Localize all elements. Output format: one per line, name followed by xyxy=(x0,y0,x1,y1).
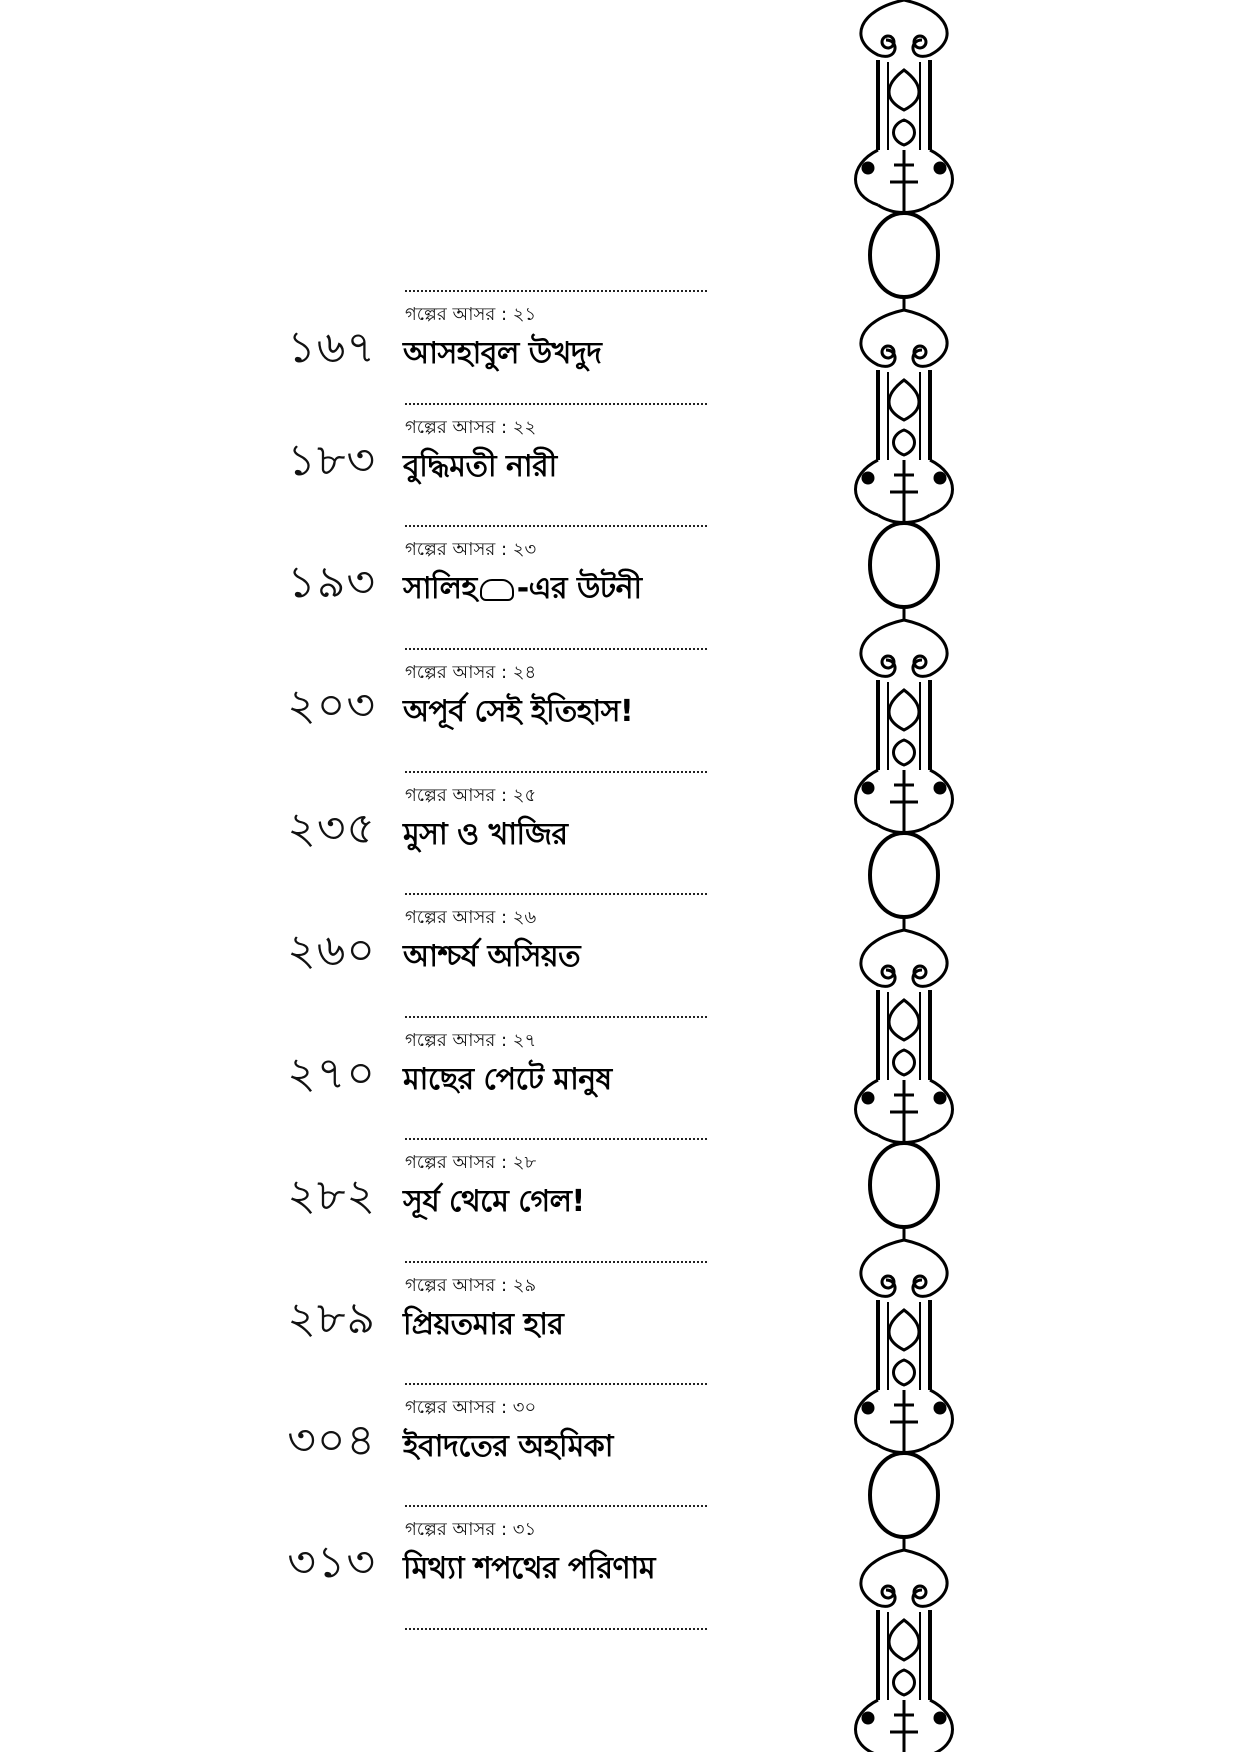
dotted-separator xyxy=(405,1628,707,1630)
entry-title: বুদ্ধিমতী নারী xyxy=(403,449,557,484)
dotted-separator xyxy=(405,1505,707,1507)
entry-title xyxy=(403,567,642,611)
toc-entry-21[interactable] xyxy=(0,300,720,418)
page-number: ১৯৩ xyxy=(287,557,376,608)
entry-subtitle: গল্পের আসর : ২১ xyxy=(405,304,537,325)
page-number: ১৮৩ xyxy=(287,435,376,486)
dotted-separator xyxy=(405,1138,707,1140)
page-number: ২৬০ xyxy=(287,925,376,976)
entry-title: প্রিয়তমার হার xyxy=(403,1307,564,1342)
dotted-separator xyxy=(405,771,707,773)
dotted-separator xyxy=(405,403,707,405)
entry-subtitle: গল্পের আসর : ২৫ xyxy=(405,785,537,806)
dotted-separator xyxy=(405,1383,707,1385)
toc-entry-31[interactable] xyxy=(0,1515,720,1633)
entry-title-part: সালিহ xyxy=(403,571,477,606)
entry-title: ইবাদতের অহমিকা xyxy=(403,1429,613,1464)
dotted-separator xyxy=(405,893,707,895)
toc-entry-25[interactable] xyxy=(0,781,720,899)
entry-subtitle: গল্পের আসর : ২৭ xyxy=(405,1030,537,1051)
page-number: ২৭০ xyxy=(287,1048,376,1099)
entry-title: অপূর্ব সেই ইতিহাস! xyxy=(403,694,634,729)
dotted-separator xyxy=(405,290,707,292)
toc-entry-26[interactable] xyxy=(0,903,720,1021)
page-number: ২৮২ xyxy=(287,1170,376,1221)
toc-entry-29[interactable] xyxy=(0,1271,720,1389)
entry-subtitle: গল্পের আসর : ৩১ xyxy=(405,1519,537,1540)
entry-title: মুসা ও খাজির xyxy=(403,817,568,852)
page-number: ২৮৯ xyxy=(287,1293,376,1344)
entry-subtitle: গল্পের আসর : ২২ xyxy=(405,417,537,438)
toc-entry-23[interactable] xyxy=(0,535,720,653)
entry-title-part: -এর উটনী xyxy=(516,571,642,606)
dotted-separator xyxy=(405,648,707,650)
entry-subtitle: গল্পের আসর : ২৯ xyxy=(405,1275,537,1296)
entry-title: মিথ্যা শপথের পরিণাম xyxy=(403,1551,656,1586)
entry-subtitle: গল্পের আসর : ৩০ xyxy=(405,1397,537,1418)
toc-entry-27[interactable] xyxy=(0,1026,720,1144)
toc-entry-22[interactable] xyxy=(0,413,720,531)
dotted-separator xyxy=(405,1261,707,1263)
page-number: ২৩৫ xyxy=(287,803,376,854)
page-number: ১৬৭ xyxy=(287,322,376,373)
entry-title: মাছের পেটে মানুষ xyxy=(403,1062,612,1097)
entry-title: আসহাবুল উখদুদ xyxy=(403,336,602,371)
toc-entry-28[interactable] xyxy=(0,1148,720,1266)
entry-subtitle: গল্পের আসর : ২৪ xyxy=(405,662,537,683)
entry-subtitle: গল্পের আসর : ২৬ xyxy=(405,907,537,928)
page-number: ৩০৪ xyxy=(287,1415,376,1466)
dotted-separator xyxy=(405,525,707,527)
toc-entry-24[interactable] xyxy=(0,658,720,776)
page-number: ২০৩ xyxy=(287,680,376,731)
toc-entry-30[interactable] xyxy=(0,1393,720,1511)
scrollwork-border-icon xyxy=(838,0,970,1752)
page-number: ৩১৩ xyxy=(287,1537,376,1588)
honorific-calligraphy-icon xyxy=(480,579,514,601)
entry-title: সূর্য থেমে গেল! xyxy=(403,1184,585,1219)
entry-subtitle: গল্পের আসর : ২৩ xyxy=(405,539,537,560)
entry-title: আশ্চর্য অসিয়ত xyxy=(403,939,581,974)
dotted-separator xyxy=(405,1016,707,1018)
entry-subtitle: গল্পের আসর : ২৮ xyxy=(405,1152,537,1173)
